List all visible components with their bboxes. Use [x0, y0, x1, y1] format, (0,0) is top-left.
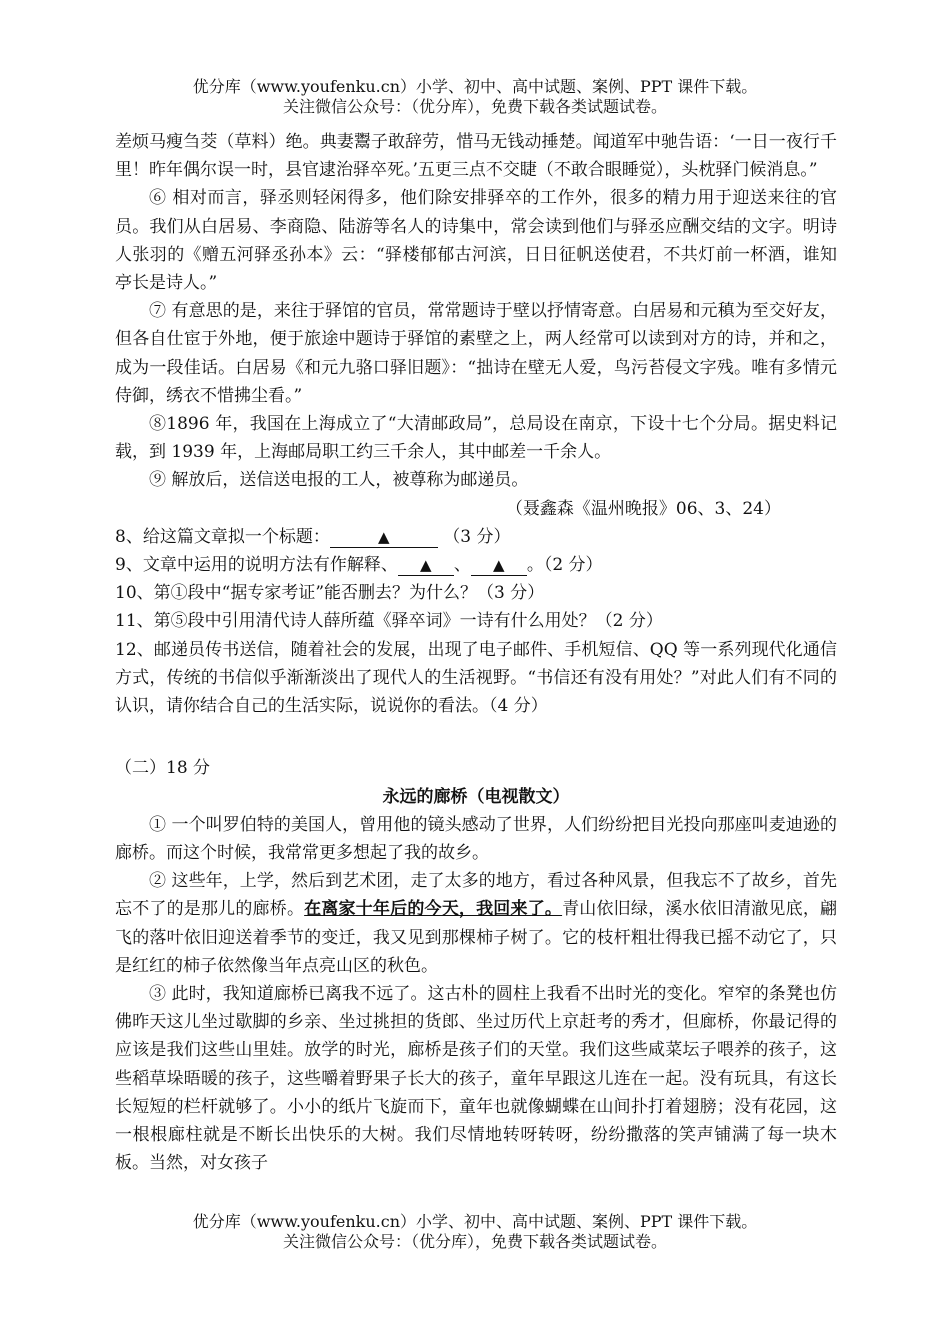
question-11: 11、第⑤段中引用清代诗人薛所蕴《驿卒词》一诗有什么用处？（2 分） — [115, 611, 663, 632]
underlined-sentence: 在离家十年后的今天，我回来了。 — [304, 899, 563, 920]
question-9-text: 9、文章中运用的说明方法有作解释、 — [115, 555, 398, 576]
article-source: （聂鑫森《温州晚报》06、3、24） — [505, 498, 781, 519]
triangle-icon: ▲ — [493, 556, 505, 575]
paragraph-1: ① 一个叫罗伯特的美国人，曾用他的镜头感动了世界，人们纷纷把目光投向那座叫麦迪逊的廊桥。而这个时候，我常常更多想起了我的故乡。 — [115, 814, 837, 864]
question-8-text: 8、给这篇文章拟一个标题： — [115, 526, 330, 547]
answer-blank-9b[interactable] — [471, 555, 527, 576]
question-12: 12、邮递员传书送信，随着社会的发展，出现了电子邮件、手机短信、QQ 等一系列现代化通信方式，传统的书信似乎渐渐淡出了现代人的生活视野。“书信还有没有用处？”对此人们有不同的认识，请你结合自己的生活实际，说说你的看法。（4 分） — [115, 639, 837, 717]
answer-blank-8[interactable] — [330, 527, 438, 548]
page-footer — [0, 1212, 950, 1252]
document-body — [115, 128, 837, 1178]
answer-blank-9a[interactable] — [398, 555, 454, 576]
question-10: 10、第①段中“据专家考证”能否删去？为什么？（3 分） — [115, 583, 545, 604]
triangle-icon: ▲ — [378, 527, 390, 546]
paragraph-continued: 差烦马瘦刍茭（草料）绝。典妻鬻子敢辞劳，惜马无钱动捶楚。闻道军中驰告语：‘一日一夜行千里！昨年偶尔误一时，县官逮治驿卒死。’五更三点不交睫（不敢合眼睡觉），头枕驿门候消息。” — [115, 132, 837, 181]
paragraph-2-part-b: 青山依旧绿，溪水依旧清澈见底，翩飞的落叶依旧迎送着季节的变迁，我又见到那棵柿子树了。它的枝杆粗壮得我已摇不动它了，只是红红的柿子依然像当年点亮山区的秋色。 — [115, 899, 838, 976]
paragraph-8: ⑧1896 年，我国在上海成立了“大清邮政局”，总局设在南京，下设十七个分局。据史料记载，到 1939 年，上海邮局职工约三千余人，其中邮差一千余人。 — [115, 414, 837, 463]
header-line-2: 关注微信公众号：（优分库），免费下载各类试题试卷。 — [282, 97, 667, 116]
question-9-score: 。（2 分） — [526, 555, 603, 576]
footer-line-2: 关注微信公众号：（优分库），免费下载各类试题试卷。 — [282, 1232, 667, 1251]
triangle-icon: ▲ — [420, 556, 432, 575]
paragraph-2-part-a: ② 这些年，上学，然后到艺术团，走了太多的地方，看过各种风景，但我忘不了故乡，首先忘不了的是那儿的廊桥。 — [115, 871, 837, 920]
section-label: （二）18 分 — [115, 758, 211, 779]
article-title: 永远的廊桥（电视散文） — [382, 786, 570, 807]
question-9-separator: 、 — [453, 555, 471, 576]
paragraph-9: ⑨ 解放后，送信送电报的工人，被尊称为邮递员。 — [149, 470, 529, 491]
page-header — [0, 77, 950, 117]
question-8-score: （3 分） — [437, 526, 511, 547]
footer-line-1: 优分库（www.youfenku.cn）小学、初中、高中试题、案例、PPT 课件下载。 — [192, 1212, 758, 1231]
question-8 — [115, 523, 837, 551]
paragraph-7: ⑦ 有意思的是，来往于驿馆的官员，常常题诗于壁以抒情寄意。白居易和元稹为至交好友，但各自仕宦于外地，便于旅途中题诗于驿馆的素壁之上，两人经常可以读到对方的诗，并和之，成为一段佳话。白居易《和元九骆口驿旧题》：“拙诗在壁无人爱，鸟污苔侵文字残。唯有多情元侍御，绣衣不惜拂尘看。” — [115, 301, 837, 406]
paragraph-6: ⑥ 相对而言，驿丞则轻闲得多，他们除安排驿卒的工作外，很多的精力用于迎送来往的官员。我们从白居易、李商隐、陆游等名人的诗集中，常会读到他们与驿丞应酬交结的文字。明诗人张羽的《赠五河驿丞孙本》云：“驿楼郁郁古河滨，日日征帆送使君，不共灯前一杯酒，谁知亭长是诗人。” — [115, 188, 837, 294]
question-9 — [115, 551, 837, 579]
header-line-1: 优分库（www.youfenku.cn）小学、初中、高中试题、案例、PPT 课件下载。 — [192, 77, 758, 96]
paragraph-3: ③ 此时，我知道廊桥已离我不远了。这古朴的圆柱上我看不出时光的变化。窄窄的条凳也仿佛昨天这儿坐过歇脚的乡亲、坐过挑担的货郎、坐过历代上京赶考的秀才，但廊桥，你最记得的应该是我们这些山里娃。放学的时光，廊桥是孩子们的天堂。我们这些咸菜坛子喂养的孩子，这些稻草垛晤暖的孩子，这些嚼着野果子长大的孩子，童年早跟这儿连在一起。没有玩具，有这长长短短的栏杆就够了。小小的纸片飞旋而下，童年也就像蝴蝶在山间扑打着翅膀；没有花园，这一根根廊柱就是不断长出快乐的大树。我们尽情地转呀转呀，纷纷撒落的笑声铺满了每一块木板。当然，对女孩子 — [115, 984, 837, 1174]
paragraph-2 — [115, 867, 837, 980]
spacer — [115, 720, 837, 748]
